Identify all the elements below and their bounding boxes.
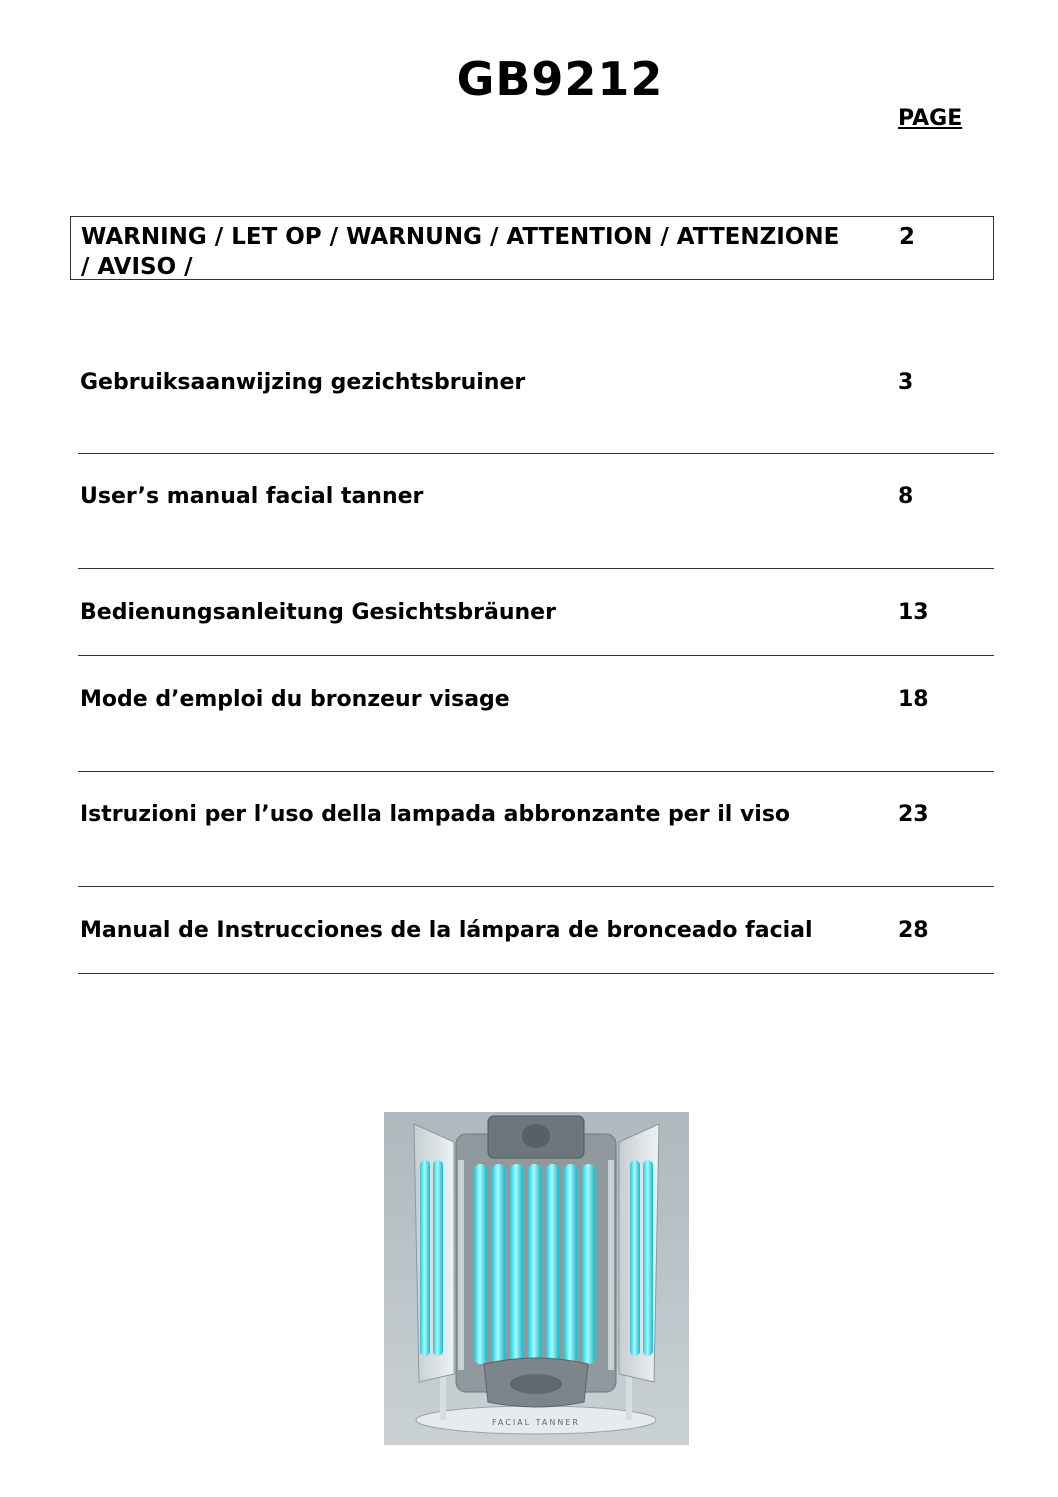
toc-entry-page: 3 bbox=[898, 370, 914, 395]
toc-entry-page: 23 bbox=[898, 802, 929, 827]
facial-tanner-photo bbox=[384, 1112, 689, 1445]
warning-box bbox=[70, 216, 994, 280]
toc-entry-page: 8 bbox=[898, 484, 914, 509]
toc-entry-page: 13 bbox=[898, 600, 929, 625]
lamp-tubes bbox=[474, 1164, 595, 1364]
toc-entry-label: User’s manual facial tanner bbox=[80, 484, 424, 509]
divider bbox=[78, 886, 994, 887]
divider bbox=[78, 655, 994, 656]
toc-entry-label: Mode d’emploi du bronzeur visage bbox=[80, 687, 510, 712]
divider bbox=[78, 568, 994, 569]
toc-entry-label: Istruzioni per l’uso della lampada abbronzante per il viso bbox=[80, 802, 791, 827]
toc-entry-label: Manual de Instrucciones de la lámpara de bronceado facial bbox=[80, 918, 813, 943]
toc-entry-page: 18 bbox=[898, 687, 929, 712]
divider bbox=[78, 771, 994, 772]
warning-text: WARNING / LET OP / WARNUNG / ATTENTION / ATTENZIONE / AVISO / bbox=[81, 224, 840, 280]
toc-entry-label: Gebruiksaanwijzing gezichtsbruiner bbox=[80, 370, 526, 395]
divider bbox=[78, 973, 994, 974]
facial-tanner-illustration bbox=[384, 1112, 689, 1445]
device-label: FACIAL TANNER bbox=[492, 1418, 580, 1427]
toc-entry-label: Bedienungsanleitung Gesichtsbräuner bbox=[80, 600, 556, 625]
divider bbox=[78, 453, 994, 454]
warning-page-number: 2 bbox=[899, 224, 916, 250]
page-column-label: PAGE bbox=[898, 106, 963, 131]
toc-entry-page: 28 bbox=[898, 918, 929, 943]
document-title: GB9212 bbox=[456, 52, 664, 106]
